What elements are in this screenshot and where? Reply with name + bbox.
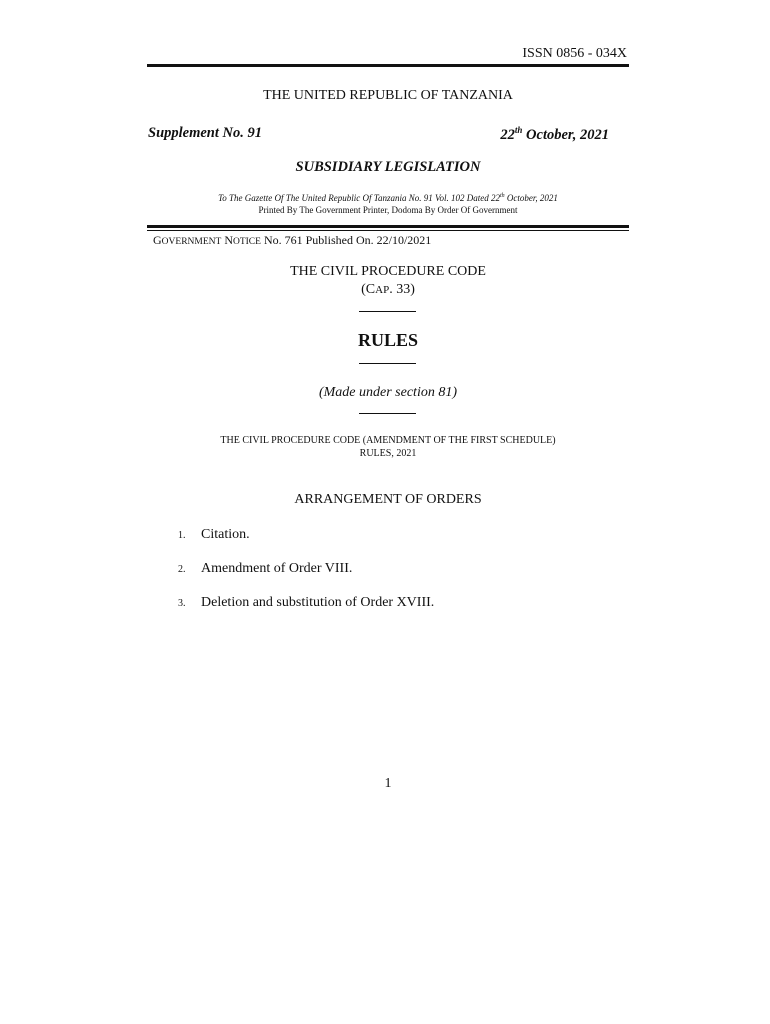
supplement-date: 22th October, 2021 bbox=[500, 125, 609, 143]
gazette-reference: To The Gazette Of The United Republic Of Tanzania No. 91 Vol. 102 Dated 22th October, 2021 bbox=[218, 193, 558, 203]
amendment-title: THE CIVIL PROCEDURE CODE (AMENDMENT OF THE FIRST SCHEDULE) RULES, 2021 bbox=[220, 435, 556, 459]
republic-heading: THE UNITED REPUBLIC OF TANZANIA bbox=[263, 88, 513, 103]
divider bbox=[359, 311, 416, 312]
list-item: 3. Deletion and substitution of Order XVIII. bbox=[178, 595, 435, 610]
rules-heading: RULES bbox=[357, 330, 419, 350]
supplement-number: Supplement No. 91 bbox=[148, 125, 262, 141]
divider bbox=[359, 413, 416, 414]
list-item: 2. Amendment of Order VIII. bbox=[178, 561, 353, 576]
divider bbox=[359, 363, 416, 364]
subsidiary-legislation-heading: SUBSIDIARY LEGISLATION bbox=[295, 159, 481, 175]
code-title: THE CIVIL PROCEDURE CODE bbox=[290, 264, 486, 279]
issn-number: ISSN 0856 - 034X bbox=[522, 46, 627, 61]
chapter-reference: (CAP. 33) bbox=[361, 282, 415, 297]
notice-rule-thin bbox=[147, 230, 629, 231]
page-number: 1 bbox=[384, 776, 392, 791]
government-notice: GOVERNMENT NOTICE No. 761 Published On. 22/10/2021 bbox=[153, 233, 432, 247]
arrangement-heading: ARRANGEMENT OF ORDERS bbox=[294, 492, 482, 507]
printer-line: Printed By The Government Printer, Dodoma By Order Of Government bbox=[258, 205, 518, 215]
notice-rule-thick bbox=[147, 225, 629, 228]
list-item: 1. Citation. bbox=[178, 527, 250, 542]
made-under-section: (Made under section 81) bbox=[318, 385, 458, 400]
header-rule bbox=[147, 64, 629, 67]
